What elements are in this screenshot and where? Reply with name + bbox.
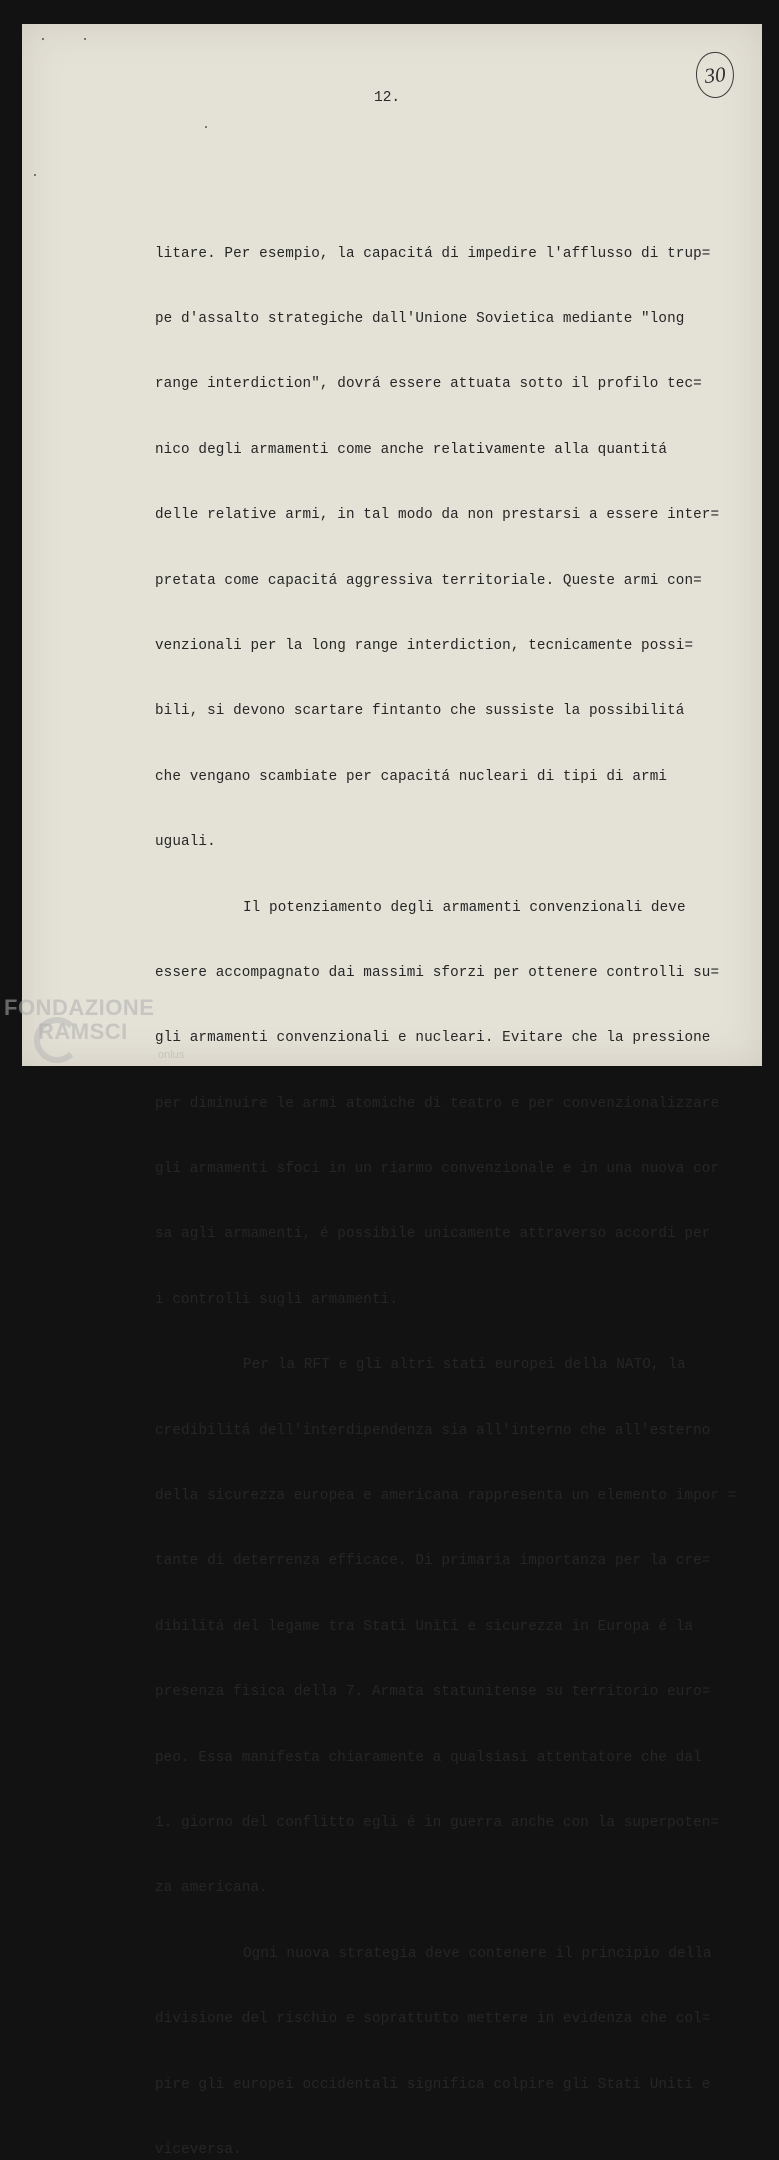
paper-speck [42, 38, 44, 40]
text-line: per diminuire le armi atomiche di teatro e per convenzionalizzare [155, 1095, 720, 1112]
document-page [22, 24, 762, 2158]
text-line: litare. Per esempio, la capacitá di impedire l'afflusso di trup= [155, 245, 711, 262]
text-line: credibilitá dell'interdipendenza sia all'interno che all'esterno [155, 1422, 711, 1439]
text-line: nico degli armamenti come anche relativamente alla quantitá [155, 441, 668, 458]
text-line: viceversa. [155, 2141, 242, 2158]
fondazione-gramsci-watermark [4, 995, 204, 1075]
text-line: peo. Essa manifesta chiaramente a qualsiasi attentatore che dal [155, 1749, 702, 1766]
text-line: divisione del rischio e soprattutto mettere in evidenza che col= [155, 2011, 711, 2028]
text-line: sa agli armamenti, é possibile unicamente attraverso accordi per [155, 1226, 711, 1243]
text-line: delle relative armi, in tal modo da non prestarsi a essere inter= [155, 507, 720, 524]
text-line: za americana. [155, 1880, 268, 1897]
text-line: pe d'assalto strategiche dall'Unione Sovietica mediante "long [155, 310, 685, 327]
text-line: pire gli europei occidentali significa colpire gli Stati Uniti e [155, 2076, 711, 2093]
text-line: i controlli sugli armamenti. [155, 1291, 399, 1308]
paper-speck [84, 38, 86, 40]
paper-speck [205, 126, 207, 128]
watermark-suffix: onlus [158, 1049, 185, 1061]
paper-speck [34, 174, 36, 176]
text-line: che vengano scambiate per capacitá nucleari di tipi di armi [155, 768, 668, 785]
text-line: della sicurezza europea e americana rappresenta un elemento impor = [155, 1488, 737, 1505]
text-line: dibilitá del legame tra Stati Uniti e sicurezza in Europa é la [155, 1618, 694, 1635]
text-line: tante di deterrenza efficace. Di primaria importanza per la cre= [155, 1553, 711, 1570]
archive-number: 30 [703, 61, 727, 88]
text-line: gli armamenti sfoci in un riarmo convenzionale e in una nuova cor [155, 1161, 720, 1178]
archive-number-stamp [694, 50, 737, 100]
text-line: range interdiction", dovrá essere attuata sotto il profilo tec= [155, 376, 702, 393]
typewritten-body [155, 200, 755, 2160]
text-line: essere accompagnato dai massimi sforzi per ottenere controlli su= [155, 964, 720, 981]
watermark-line2: RAMSCI [38, 1019, 128, 1044]
page-number: 12. [374, 90, 401, 106]
paragraph-start-line: Per la RFT e gli altri stati europei della NATO, la [243, 1357, 686, 1374]
text-line: venzionali per la long range interdiction, tecnicamente possi= [155, 637, 694, 654]
text-line: presenza fisica della 7. Armata statunitense su territorio euro= [155, 1684, 711, 1701]
text-line: pretata come capacitá aggressiva territoriale. Queste armi con= [155, 572, 702, 589]
text-line: gli armamenti convenzionali e nucleari. Evitare che la pressione [155, 1030, 711, 1047]
text-line: bili, si devono scartare fintanto che sussiste la possibilitá [155, 703, 685, 720]
watermark-line1: FONDAZIONE [4, 995, 155, 1020]
text-line: 1. giorno del conflitto egli é in guerra anche con la superpoten= [155, 1814, 720, 1831]
text-line: uguali. [155, 834, 216, 851]
paragraph-start-line: Il potenziamento degli armamenti convenzionali deve [243, 899, 686, 916]
paragraph-start-line: Ogni nuova strategia deve contenere il principio della [243, 1945, 712, 1962]
